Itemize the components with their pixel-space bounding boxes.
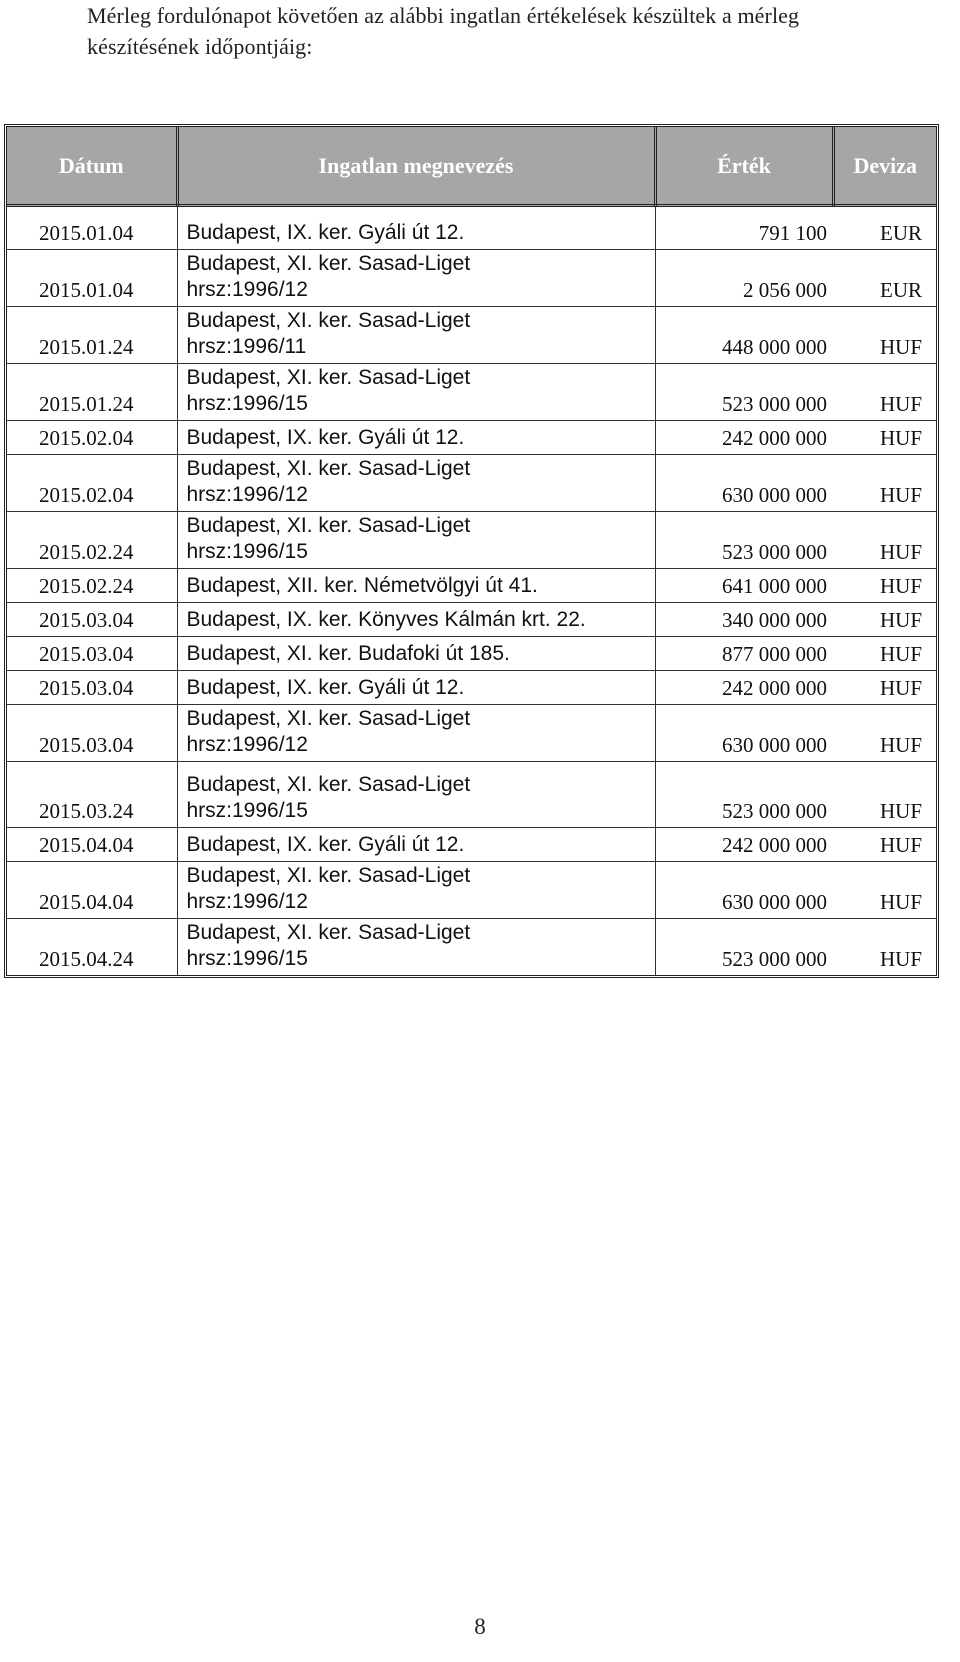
cell-currency: HUF [833,637,936,671]
cell-date: 2015.03.04 [7,637,177,671]
intro-line-1: Mérleg fordulónapot követően az alábbi ingatlan értékelések készültek a mérleg [87,3,800,28]
cell-currency: HUF [833,671,936,705]
property-name-line-1: Budapest, XI. ker. Sasad-Liget [186,864,471,887]
property-name-line-1: Budapest, IX. ker. Könyves Kálmán krt. 22. [186,608,586,631]
property-name-line-1: Budapest, XI. ker. Sasad-Liget [186,366,471,389]
table-row [7,307,936,364]
property-name-line-1: Budapest, XI. ker. Sasad-Liget [186,921,471,944]
cell-date: 2015.03.04 [7,705,177,762]
table-row [7,216,936,250]
cell-date: 2015.04.04 [7,828,177,862]
page-number: 8 [474,1614,486,1639]
cell-value: 2 056 000 [655,250,833,307]
cell-value: 630 000 000 [655,862,833,919]
cell-date: 2015.04.24 [39,947,134,971]
property-name-line-1: Budapest, IX. ker. Gyáli út 12. [186,426,465,449]
cell-property-name [177,512,655,569]
cell-value: 340 000 000 [655,603,833,637]
property-name-line-2: hrsz:1996/15 [186,540,308,563]
intro-paragraph [87,0,947,62]
header-date: Dátum [7,127,177,206]
property-name-line-1: Budapest, XII. ker. Németvölgyi út 41. [186,574,538,597]
cell-property-name [177,762,655,828]
cell-date: 2015.01.24 [7,364,177,421]
cell-date: 2015.02.04 [7,455,177,512]
cell-value: 791 100 [655,216,833,250]
cell-property-name [177,705,655,762]
property-name-line-2: hrsz:1996/15 [186,392,308,415]
cell-property-name [177,307,655,364]
property-name-line-1: Budapest, IX. ker. Gyáli út 12. [186,833,465,856]
table-row [7,671,936,705]
cell-currency: HUF [833,364,936,421]
table-row [7,250,936,307]
cell-property-name [177,421,655,455]
cell-property-name [177,862,655,919]
cell-property-name [177,828,655,862]
cell-date: 2015.02.24 [7,512,177,569]
cell-value: 242 000 000 [655,671,833,705]
table-row [7,637,936,671]
cell-value: 523 000 000 [655,364,833,421]
header-name: Ingatlan megnevezés [177,127,655,206]
cell-currency: HUF [833,828,936,862]
cell-property-name [177,569,655,603]
table-row [7,862,936,919]
table-row [7,512,936,569]
property-name-line-1: Budapest, IX. ker. Gyáli út 12. [186,676,465,699]
property-name-line-1: Budapest, XI. ker. Sasad-Liget [186,252,471,275]
property-name-line-2: hrsz:1996/12 [186,733,308,756]
cell-value: 242 000 000 [655,828,833,862]
table-body [7,206,936,976]
cell-currency: EUR [833,250,936,307]
cell-currency: HUF [879,947,922,971]
cell-currency: EUR [833,216,936,250]
cell-property-name [177,671,655,705]
property-name-line-1: Budapest, IX. ker. Gyáli út 12. [186,221,465,244]
cell-property-name [177,216,655,250]
property-name-line-2: hrsz:1996/15 [186,799,308,822]
cell-date: 2015.03.04 [7,603,177,637]
table-header [7,127,936,206]
cell-currency: HUF [833,455,936,512]
cell-property-name [177,603,655,637]
property-name-line-2: hrsz:1996/11 [186,335,307,358]
cell-property-name [177,364,655,421]
property-name-line-1: Budapest, XI. ker. Sasad-Liget [186,457,471,480]
spacer-row [7,206,936,217]
cell-currency: HUF [833,603,936,637]
table-row [7,603,936,637]
valuation-table-frame [4,124,939,978]
cell-currency: HUF [833,307,936,364]
cell-property-name [177,637,655,671]
cell-date: 2015.01.04 [7,250,177,307]
cell-date: 2015.02.04 [7,421,177,455]
cell-value: 630 000 000 [655,705,833,762]
property-name-line-2: hrsz:1996/12 [186,483,308,506]
cell-value: 641 000 000 [655,569,833,603]
table-row [7,569,936,603]
property-name-line-1: Budapest, XI. ker. Sasad-Liget [186,707,471,730]
table-row [7,705,936,762]
cell-value: 448 000 000 [655,307,833,364]
property-name-line-1: Budapest, XI. ker. Sasad-Liget [186,514,471,537]
header-currency: Deviza [833,127,936,206]
cell-date: 2015.04.04 [7,862,177,919]
table-row [7,762,936,828]
cell-date: 2015.01.04 [7,216,177,250]
property-name-line-1: Budapest, XI. ker. Budafoki út 185. [186,642,510,665]
header-row [7,127,936,206]
table-row [7,919,936,976]
property-name-line-2: hrsz:1996/15 [186,947,308,970]
cell-value: 877 000 000 [655,637,833,671]
valuation-table [7,127,936,975]
cell-currency: HUF [833,569,936,603]
property-name-line-2: hrsz:1996/12 [186,278,308,301]
cell-value: 523 000 000 [655,762,833,828]
cell-property-name [177,250,655,307]
table-row [7,364,936,421]
cell-date: 2015.02.24 [7,569,177,603]
property-name-line-2: hrsz:1996/12 [186,890,308,913]
cell-value: 523 000 000 [655,919,833,976]
property-name-line-1: Budapest, XI. ker. Sasad-Liget [186,309,471,332]
header-value: Érték [655,127,833,206]
cell-date: 2015.03.24 [7,762,177,828]
cell-currency: HUF [833,762,936,828]
cell-property-name [177,919,655,976]
table-row [7,455,936,512]
property-name-line-1: Budapest, XI. ker. Sasad-Liget [186,773,471,796]
cell-property-name [177,455,655,512]
table-row [7,828,936,862]
cell-value: 242 000 000 [655,421,833,455]
table-row [7,421,936,455]
intro-line-2: készítésének időpontjáig: [87,34,313,59]
cell-value: 523 000 000 [655,512,833,569]
cell-currency: HUF [833,862,936,919]
cell-currency: HUF [833,512,936,569]
cell-currency: HUF [833,421,936,455]
cell-date: 2015.01.24 [7,307,177,364]
cell-currency: HUF [833,705,936,762]
cell-value: 630 000 000 [655,455,833,512]
cell-date: 2015.03.04 [7,671,177,705]
